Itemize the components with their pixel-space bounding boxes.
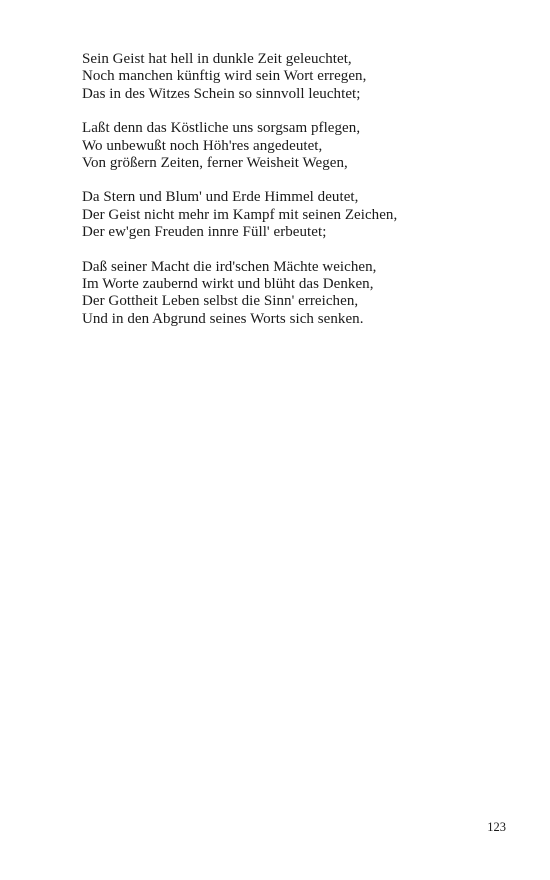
verse-line: Wo unbewußt noch Höh'res angedeutet, bbox=[82, 137, 323, 154]
verse-line: Sein Geist hat hell in dunkle Zeit geleuchtet, bbox=[82, 51, 352, 67]
verse-line: Daß seiner Macht die ird'schen Mächte weichen, bbox=[82, 258, 377, 275]
verse-line: Der Gottheit Leben selbst die Sinn' erreichen, bbox=[82, 293, 359, 310]
stanza-4 bbox=[82, 259, 502, 329]
verse-line: Der ew'gen Freuden innre Füll' erbeutet; bbox=[82, 224, 327, 241]
stanza-1 bbox=[82, 51, 502, 103]
verse-line: Da Stern und Blum' und Erde Himmel deutet, bbox=[82, 189, 359, 206]
page-number: 123 bbox=[487, 820, 506, 834]
verse-line: Der Geist nicht mehr im Kampf mit seinen Zeichen, bbox=[82, 206, 398, 223]
verse-line: Laßt denn das Köstliche uns sorgsam pflegen, bbox=[82, 120, 361, 137]
verse-line: Noch manchen künftig wird sein Wort erregen, bbox=[82, 68, 367, 85]
stanza-3 bbox=[82, 189, 502, 241]
stanza-2 bbox=[82, 120, 502, 172]
verse-line: Das in des Witzes Schein so sinnvoll leuchtet; bbox=[82, 85, 361, 102]
verse-line: Von größern Zeiten, ferner Weisheit Wegen, bbox=[82, 155, 348, 172]
verse-line: Und in den Abgrund seines Worts sich senken. bbox=[82, 310, 364, 327]
poem-text bbox=[82, 51, 502, 345]
verse-line: Im Worte zaubernd wirkt und blüht das Denken, bbox=[82, 276, 374, 293]
